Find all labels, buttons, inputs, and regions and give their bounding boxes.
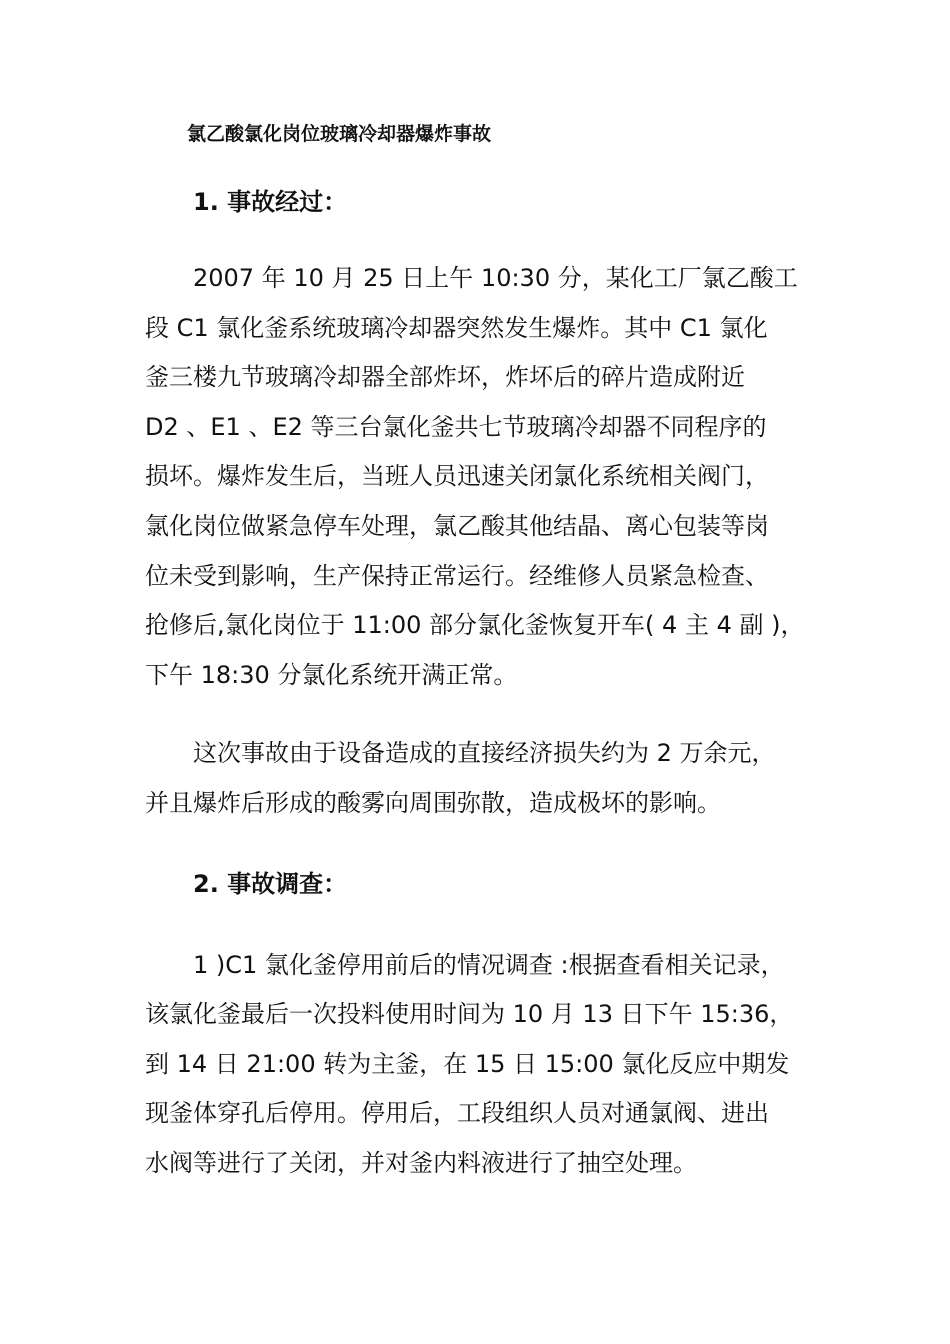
text-line: 氯化岗位做紧急停车处理，氯乙酸其他结晶、离心包装等岗 xyxy=(145,511,769,540)
text-line: D2 、E1 、E2 等三台氯化釜共七节玻璃冷却器不同程序的 xyxy=(145,412,767,441)
text-line: 损坏。爆炸发生后，当班人员迅速关闭氯化系统相关阀门， xyxy=(145,462,769,491)
text-line: 该氯化釜最后一次投料使用时间为 10 月 13 日下午 15:36， xyxy=(145,1000,794,1029)
section-heading-accident-process: 1. 事故经过： xyxy=(193,188,348,216)
section-heading-accident-investigation: 2. 事故调查： xyxy=(193,869,348,898)
text-line: 釜三楼九节玻璃冷却器全部炸坏，炸坏后的碎片造成附近 xyxy=(145,363,745,392)
paragraph-economic-loss xyxy=(145,729,807,828)
text-line: 并且爆炸后形成的酸雾向周围弥散，造成极坏的影响。 xyxy=(145,788,721,817)
paragraph-accident-description xyxy=(145,254,807,700)
text-line: 下午 18:30 分氯化系统开满正常。 xyxy=(145,660,518,689)
text-line: 抢修后,氯化岗位于 11:00 部分氯化釜恢复开车( 4 主 4 副 )， xyxy=(145,611,805,640)
text-line: 现釜体穿孔后停用。停用后，工段组织人员对通氯阀、进出 xyxy=(145,1099,769,1128)
document-title: 氯乙酸氯化岗位玻璃冷却器爆炸事故 xyxy=(187,123,492,145)
text-line: 位未受到影响，生产保持正常运行。经维修人员紧急检查、 xyxy=(145,561,769,590)
paragraph-investigation-details xyxy=(145,941,807,1189)
text-line: 水阀等进行了关闭，并对釜内料液进行了抽空处理。 xyxy=(145,1148,697,1177)
text-line: 段 C1 氯化釜系统玻璃冷却器突然发生爆炸。其中 C1 氯化 xyxy=(145,313,768,342)
document-body xyxy=(145,118,807,1189)
text-line: 到 14 日 21:00 转为主釜，在 15 日 15:00 氯化反应中期发 xyxy=(145,1049,790,1078)
text-line: 2007 年 10 月 25 日上午 10:30 分，某化工厂氯乙酸工 xyxy=(193,264,798,292)
text-line: 这次事故由于设备造成的直接经济损失约为 2 万余元， xyxy=(193,739,776,768)
text-line: 1 )C1 氯化釜停用前后的情况调查 :根据查看相关记录， xyxy=(193,950,785,979)
